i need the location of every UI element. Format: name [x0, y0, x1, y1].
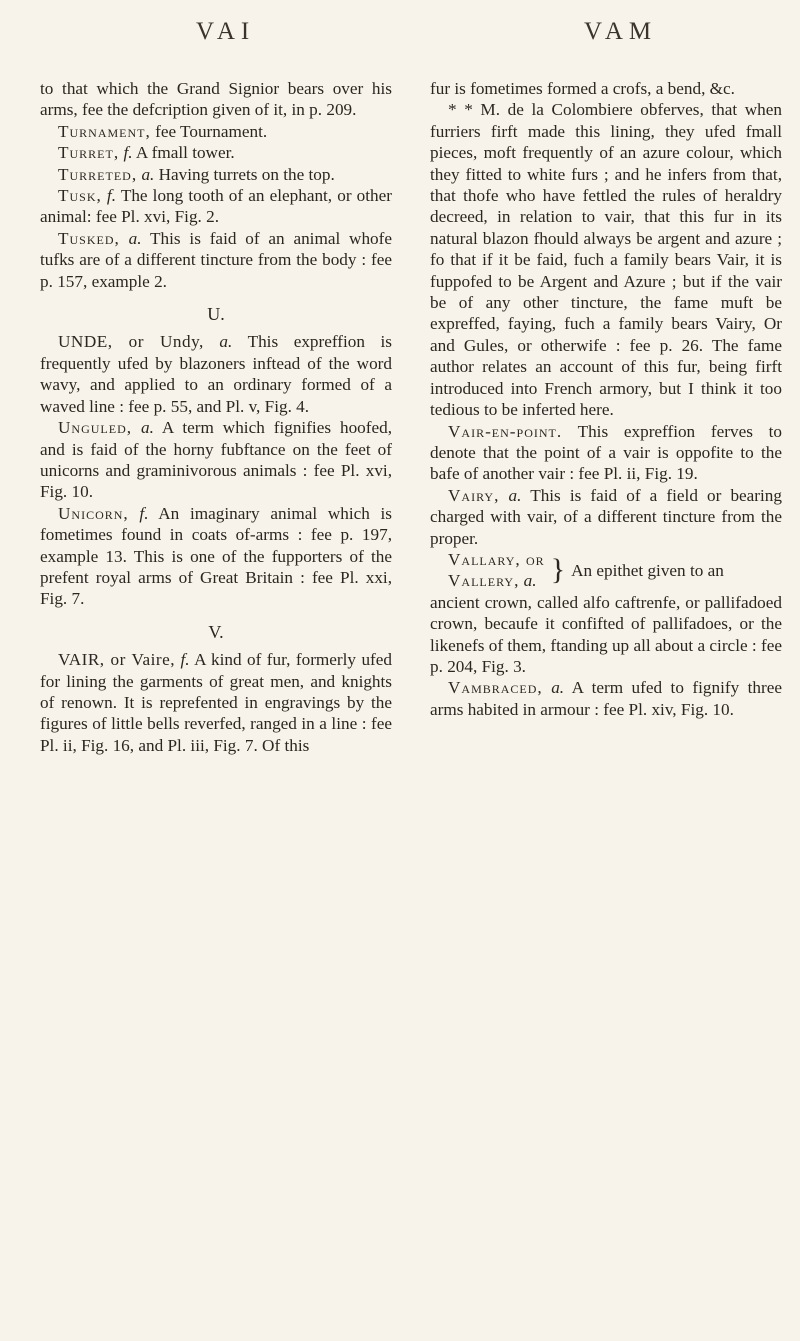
entry-vair: VAIR, or Vaire, f. A kind of fur, formerly ufed for lining the garments of great men, and knights of renown. It is reprefented in engravings by the figures of little bells reverfed, ranged in a line : fee Pl. ii, Fig. 16, and Pl. iii, Fig. 7. Of this [40, 650, 392, 755]
headword: Vair-en-point. [448, 421, 563, 441]
headword: Unicorn, [58, 503, 129, 523]
entry-vallary-body: ancient crown, called alfo caftrenfe, or pallifadoed crown, becaufe it confifted of pallifadoes, or the likenefs of them, ftanding up all about a circle : fee p. 204, Fig. 3. [430, 592, 782, 676]
headword-pair: Vallary, or Vallery, a. [448, 549, 545, 591]
entry-vallary: Vallary, or Vallery, a. } An epithet given to an [448, 549, 724, 591]
headword: Vairy, [448, 485, 500, 505]
entry-unde: UNDE, or Undy, a. This expreffion is frequently ufed by blazoners inftead of the word wavy, and applied to an ordinary formed of a waved line : fee p. 55, and Pl. v, Fig. 4. [40, 332, 393, 416]
headword: Vallery, [448, 571, 520, 591]
entry-turnament: Turnament, fee Tournament. [58, 121, 268, 141]
headword: Tusk, [58, 186, 102, 206]
left-column [40, 78, 392, 756]
headword: Unguled, [58, 418, 133, 438]
entry-vairy: Vairy, a. This is faid of a field or bearing charged with vair, of a different tincture from the proper. [430, 485, 782, 548]
headword: Turnament, [58, 121, 151, 141]
right-column [430, 78, 782, 720]
entry-vair-en-point: Vair-en-point. This expreffion ferves to denote that the point of a vair is oppofite to the bafe of another vair : fee Pl. ii, Fig. 19. [430, 421, 782, 484]
headword: Vambraced, [448, 678, 543, 698]
headword: Turret, [58, 143, 120, 163]
section-letter-v: V. [208, 621, 224, 642]
entry-unguled: Unguled, a. A term which fignifies hoofed, and is faid of the horny fubftance on the feet of unicorns and graminivorous animals : fee Pl. xvi, Fig. 10. [40, 418, 393, 502]
entry-vambraced: Vambraced, a. A term ufed to fignify three arms habited in armour : fee Pl. xiv, Fig. 10. [430, 678, 782, 719]
brace-glyph: } [550, 553, 566, 587]
entry-turret: Turret, f. A fmall tower. [58, 143, 235, 163]
header-left: VAI [196, 18, 256, 45]
section-letter-u: U. [207, 304, 225, 325]
headword: VAIR, or Vaire, [58, 650, 176, 670]
headword: Turreted, [58, 164, 138, 184]
headword: Tusked, [58, 228, 120, 248]
headword: Vallary, or [448, 549, 545, 569]
headword: UNDE, or Undy, [58, 332, 204, 352]
entry-tusked: Tusked, a. This is faid of an animal whofe tufks are of a different tincture from the body : fee p. 157, example 2. [40, 228, 392, 291]
entry-colombiere-note: * * M. de la Colombiere obferves, that when furriers firft made this lining, they ufed fmall pieces, moft frequently of an azure colour, which they fitted to white furs ; and he infers from that, that thofe who have fettled the rules of heraldry decreed, in relation to vair, that this fur in its natural blazon fhould always be argent and azure ; fo that if it be faid, fuch a family bears Vair, it is fuppofed to be Argent and Azure ; but if the vair be of any other tincture, the fame muft be expreffed, faying, fuch a family bears Vairy, Or and Gules, or otherwife : fee p. 26. The fame author relates an account of this fur, being firft introduced into French armory, but I think it too tedious to be inferted here. [430, 100, 782, 420]
entry-unicorn: Unicorn, f. An imaginary animal which is fometimes found in coats of-arms : fee p. 197, example 13. This is one of the fupporters of the prefent royal arms of Great Britain : fee Pl. xxi, Fig. 7. [40, 503, 392, 609]
entry-tusk: Tusk, f. The long tooth of an elephant, or other animal: fee Pl. xvi, Fig. 2. [40, 186, 392, 227]
entry-continuation: fur is fometimes formed a crofs, a bend, &c. [430, 79, 735, 98]
header-right: VAM [584, 18, 658, 45]
running-header [0, 18, 800, 58]
note-marker: * * M. [448, 100, 501, 120]
entry-turreted: Turreted, a. Having turrets on the top. [58, 164, 335, 184]
entry-continuation: to that which the Grand Signior bears over his arms, fee the defcription given of it, in p. 209. [40, 79, 392, 120]
